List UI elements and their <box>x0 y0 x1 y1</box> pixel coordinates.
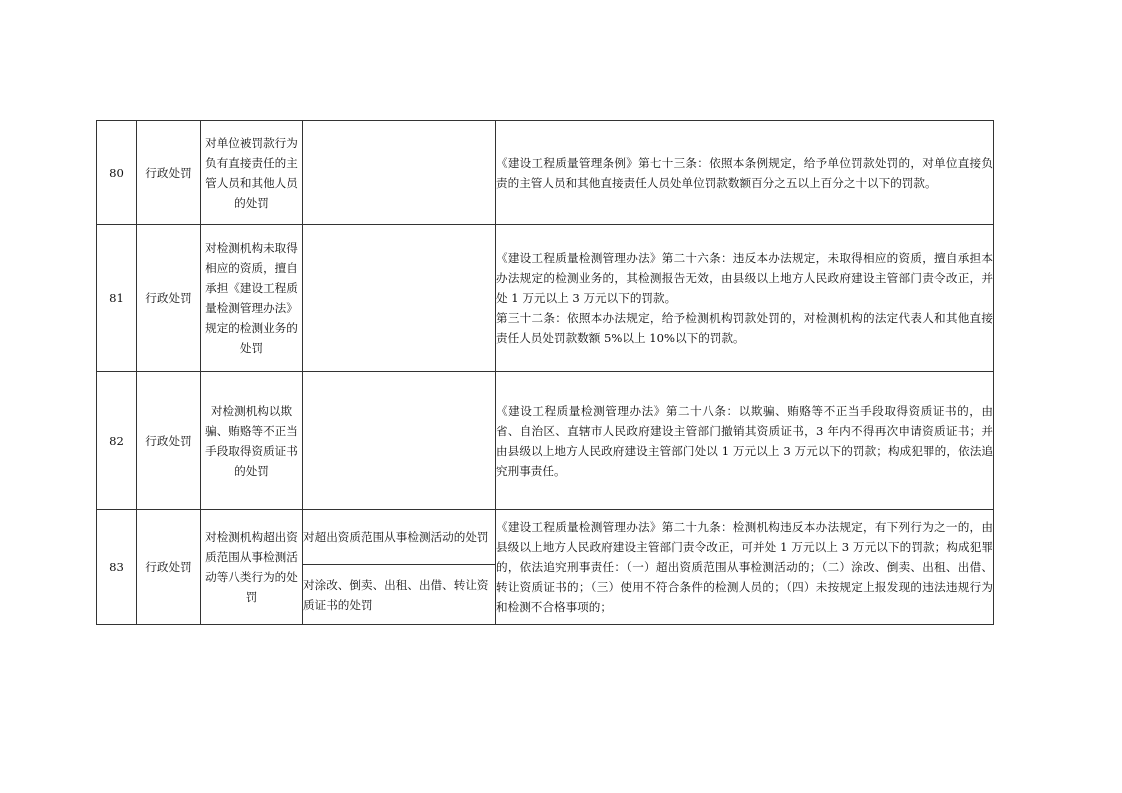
sub-item-cell: 对涂改、倒卖、出租、出借、转让资质证书的处罚 <box>303 565 496 625</box>
legal-basis <box>496 225 994 372</box>
row-number: 83 <box>97 510 137 625</box>
legal-basis <box>496 510 994 625</box>
legal-basis <box>496 372 994 510</box>
penalty-table <box>96 120 994 625</box>
row-number: 82 <box>97 372 137 510</box>
legal-basis-paragraph: 《建设工程质量检测管理办法》第二十九条：检测机构违反本办法规定，有下列行为之一的，由县级以上地方人民政府建设主管部门责令改正，可并处 1 万元以上 3 万元以下的罚款；构成犯罪的，依法追究刑事责任：（一）超出资质范围从事检测活动的；（二）涂改、倒卖、出租、出借、转让资质证书的；（三）使用不符合条件的检测人员的；（四）未按规定上报发现的违法违规行为和检测不合格事项的； <box>496 520 993 614</box>
sub-item-cell: 对超出资质范围从事检测活动的处罚 <box>303 510 496 565</box>
penalty-type: 行政处罚 <box>137 121 201 225</box>
penalty-item: 对检测机构以欺骗、贿赂等不正当手段取得资质证书的处罚 <box>201 372 303 510</box>
row-number: 80 <box>97 121 137 225</box>
sub-item-cell <box>303 121 496 225</box>
table-row <box>97 225 994 372</box>
row-number: 81 <box>97 225 137 372</box>
legal-basis-paragraph: 《建设工程质量检测管理办法》第二十八条：以欺骗、贿赂等不正当手段取得资质证书的，由省、自治区、直辖市人民政府建设主管部门撤销其资质证书，3 年内不得再次申请资质证书；并由县级以上地方人民政府建设主管部门处以 1 万元以上 3 万元以下的罚款；构成犯罪的，依法追究刑事责任。 <box>496 403 993 478</box>
legal-basis-paragraph: 第三十二条：依照本办法规定，给予检测机构罚款处罚的，对检测机构的法定代表人和其他直接责任人员处罚款数额 5%以上 10%以下的罚款。 <box>496 311 993 345</box>
table-row <box>97 121 994 225</box>
table-row <box>97 510 994 565</box>
penalty-item: 对检测机构未取得相应的资质，擅自承担《建设工程质量检测管理办法》规定的检测业务的处罚 <box>201 225 303 372</box>
sub-item-cell <box>303 372 496 510</box>
legal-basis <box>496 121 994 225</box>
penalty-item: 对单位被罚款行为负有直接责任的主管人员和其他人员的处罚 <box>201 121 303 225</box>
penalty-item: 对检测机构超出资质范围从事检测活动等八类行为的处罚 <box>201 510 303 625</box>
penalty-type: 行政处罚 <box>137 510 201 625</box>
sub-item-cell <box>303 225 496 372</box>
legal-basis-paragraph: 《建设工程质量管理条例》第七十三条：依照本条例规定，给予单位罚款处罚的，对单位直接负责的主管人员和其他直接责任人员处单位罚款数额百分之五以上百分之十以下的罚款。 <box>496 155 993 190</box>
penalty-type: 行政处罚 <box>137 372 201 510</box>
penalty-type: 行政处罚 <box>137 225 201 372</box>
table-row <box>97 372 994 510</box>
legal-basis-paragraph: 《建设工程质量检测管理办法》第二十六条：违反本办法规定，未取得相应的资质，擅自承担本办法规定的检测业务的，其检测报告无效，由县级以上地方人民政府建设主管部门责令改正，并处 1 万元以上 3 万元以下的罚款。 <box>496 251 993 305</box>
